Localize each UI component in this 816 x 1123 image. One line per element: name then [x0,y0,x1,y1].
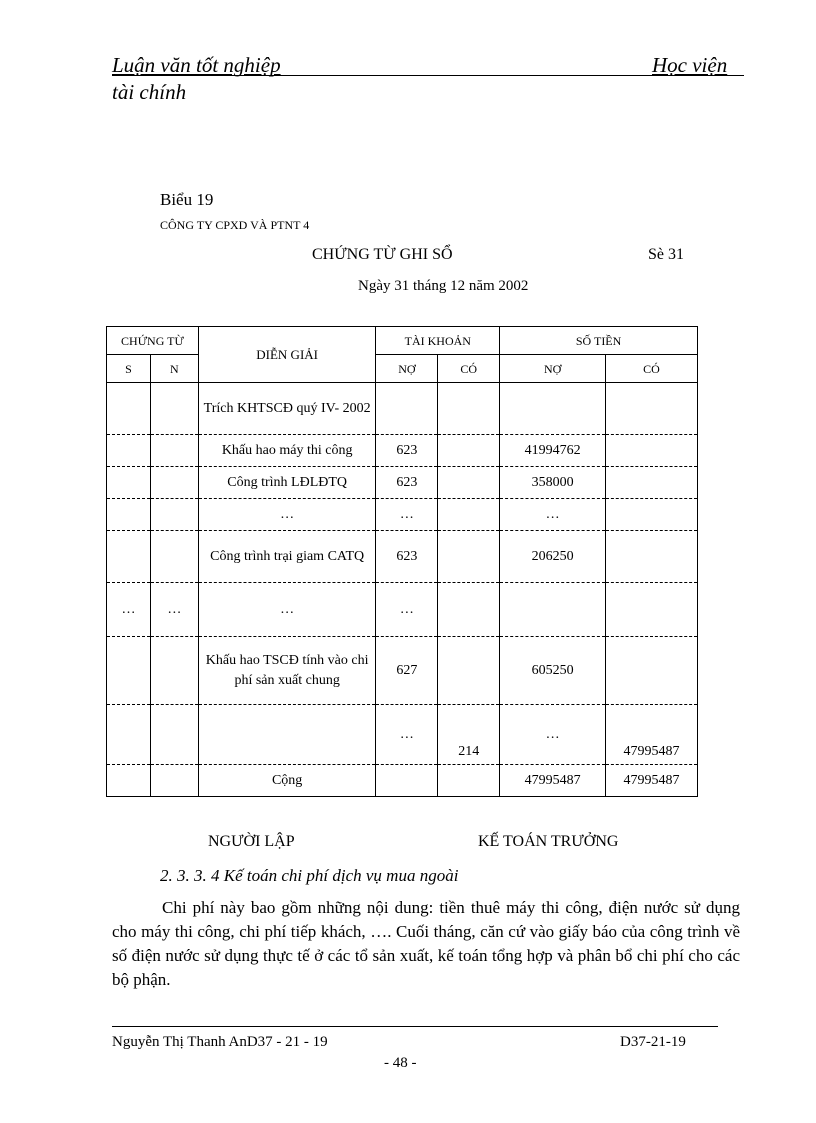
cell-tk-co [438,467,500,499]
cell-amount-no [500,383,606,435]
cell-tk-no [376,383,438,435]
header-dien-giai: DIỄN GIẢI [198,327,376,383]
cell-n [150,637,198,705]
cell-amount-co [606,467,698,499]
header-tk-no: NỢ [376,355,438,383]
cell-amount-no: … [500,705,606,765]
cell-amount-no: 605250 [500,637,606,705]
cell-tk-co [438,435,500,467]
header-s: S [107,355,151,383]
cell-tk-co [438,383,500,435]
cell-s [107,765,151,797]
cell-tk-no [376,765,438,797]
page-number: - 48 - [384,1055,417,1071]
cell-tk-co [438,637,500,705]
table-row [107,705,698,765]
cell-amount-co [606,531,698,583]
company-name: CÔNG TY CPXD VÀ PTNT 4 [160,218,310,232]
document-label: Biểu 19 [160,190,214,209]
header-chung-tu: CHỨNG TỪ [107,327,199,355]
cell-amount-co: 47995487 [606,765,698,797]
ledger-table [106,326,698,797]
cell-desc: Cộng [198,765,376,797]
cell-amount-co: 47995487 [606,705,698,765]
cell-amount-co [606,499,698,531]
document-number: Sè 31 [648,246,684,263]
table-row [107,637,698,705]
cell-s [107,467,151,499]
cell-s [107,705,151,765]
header-amount-no: NỢ [500,355,606,383]
cell-s [107,499,151,531]
cell-n [150,531,198,583]
cell-tk-no: … [376,705,438,765]
cell-amount-no: 358000 [500,467,606,499]
cell-amount-co [606,435,698,467]
cell-tk-no: 623 [376,531,438,583]
footer-left: Nguyễn Thị Thanh AnD37 - 21 - 19 [112,1034,328,1050]
cell-amount-no [500,583,606,637]
cell-desc: Công trình LĐLĐTQ [198,467,376,499]
cell-desc: Công trình trại giam CATQ [198,531,376,583]
cell-n [150,499,198,531]
table-row [107,583,698,637]
cell-s [107,637,151,705]
cell-tk-co [438,499,500,531]
cell-n [150,383,198,435]
table-row [107,531,698,583]
table-row [107,383,698,435]
cell-n: … [150,583,198,637]
signature-preparer: NGƯỜI LẬP [208,833,295,850]
header-amount-co: CÓ [606,355,698,383]
cell-tk-no: 623 [376,435,438,467]
cell-desc [198,705,376,765]
cell-amount-no: 41994762 [500,435,606,467]
cell-s: … [107,583,151,637]
cell-amount-no: 206250 [500,531,606,583]
cell-tk-co [438,765,500,797]
cell-amount-co [606,583,698,637]
document-title: CHỨNG TỪ GHI SỔ [312,246,453,263]
cell-desc: Trích KHTSCĐ quý IV- 2002 [198,383,376,435]
section-heading: 2. 3. 3. 4 Kế toán chi phí dịch vụ mua ngoài [160,866,459,885]
cell-s [107,531,151,583]
table-row [107,467,698,499]
table-row [107,499,698,531]
cell-desc: … [198,583,376,637]
table-total-row [107,765,698,797]
document-date: Ngày 31 tháng 12 năm 2002 [358,278,529,294]
header-left-title: Luận văn tốt nghiệp [112,53,281,77]
header-n: N [150,355,198,383]
cell-tk-no: 627 [376,637,438,705]
header-tai-khoan: TÀI KHOẢN [376,327,500,355]
header-rule [112,75,744,76]
footer-rule [112,1026,718,1027]
cell-tk-co: 214 [438,705,500,765]
signature-chief-accountant: KẾ TOÁN TRƯỞNG [478,833,619,850]
cell-desc: … [198,499,376,531]
footer-right: D37-21-19 [620,1034,686,1050]
cell-amount-no: 47995487 [500,765,606,797]
cell-desc: Khấu hao TSCĐ tính vào chi phí sản xuất chung [198,637,376,705]
header-tk-co: CÓ [438,355,500,383]
cell-tk-co [438,583,500,637]
cell-n [150,435,198,467]
table-row [107,435,698,467]
header-second-line: tài chính [112,80,187,104]
cell-tk-no: 623 [376,467,438,499]
header-right-title: Học viện [652,53,728,77]
cell-amount-co [606,637,698,705]
cell-desc: Khấu hao máy thi công [198,435,376,467]
cell-tk-no: … [376,583,438,637]
cell-n [150,467,198,499]
cell-s [107,383,151,435]
header-so-tien: SỐ TIỀN [500,327,698,355]
cell-s [107,435,151,467]
cell-n [150,765,198,797]
cell-tk-co [438,531,500,583]
section-paragraph: Chi phí này bao gồm những nội dung: tiền thuê máy thi công, điện nước sử dụng cho máy thi công, chi phí tiếp khách, …. Cuối tháng, căn cứ vào giấy báo của công trình về số điện nước sử dụng thực tế ở các tổ sản xuất, kế toán tổng hợp và phân bổ chi phí cho các bộ phận. [112,898,740,989]
cell-tk-no: … [376,499,438,531]
cell-n [150,705,198,765]
cell-amount-no: … [500,499,606,531]
cell-amount-co [606,383,698,435]
